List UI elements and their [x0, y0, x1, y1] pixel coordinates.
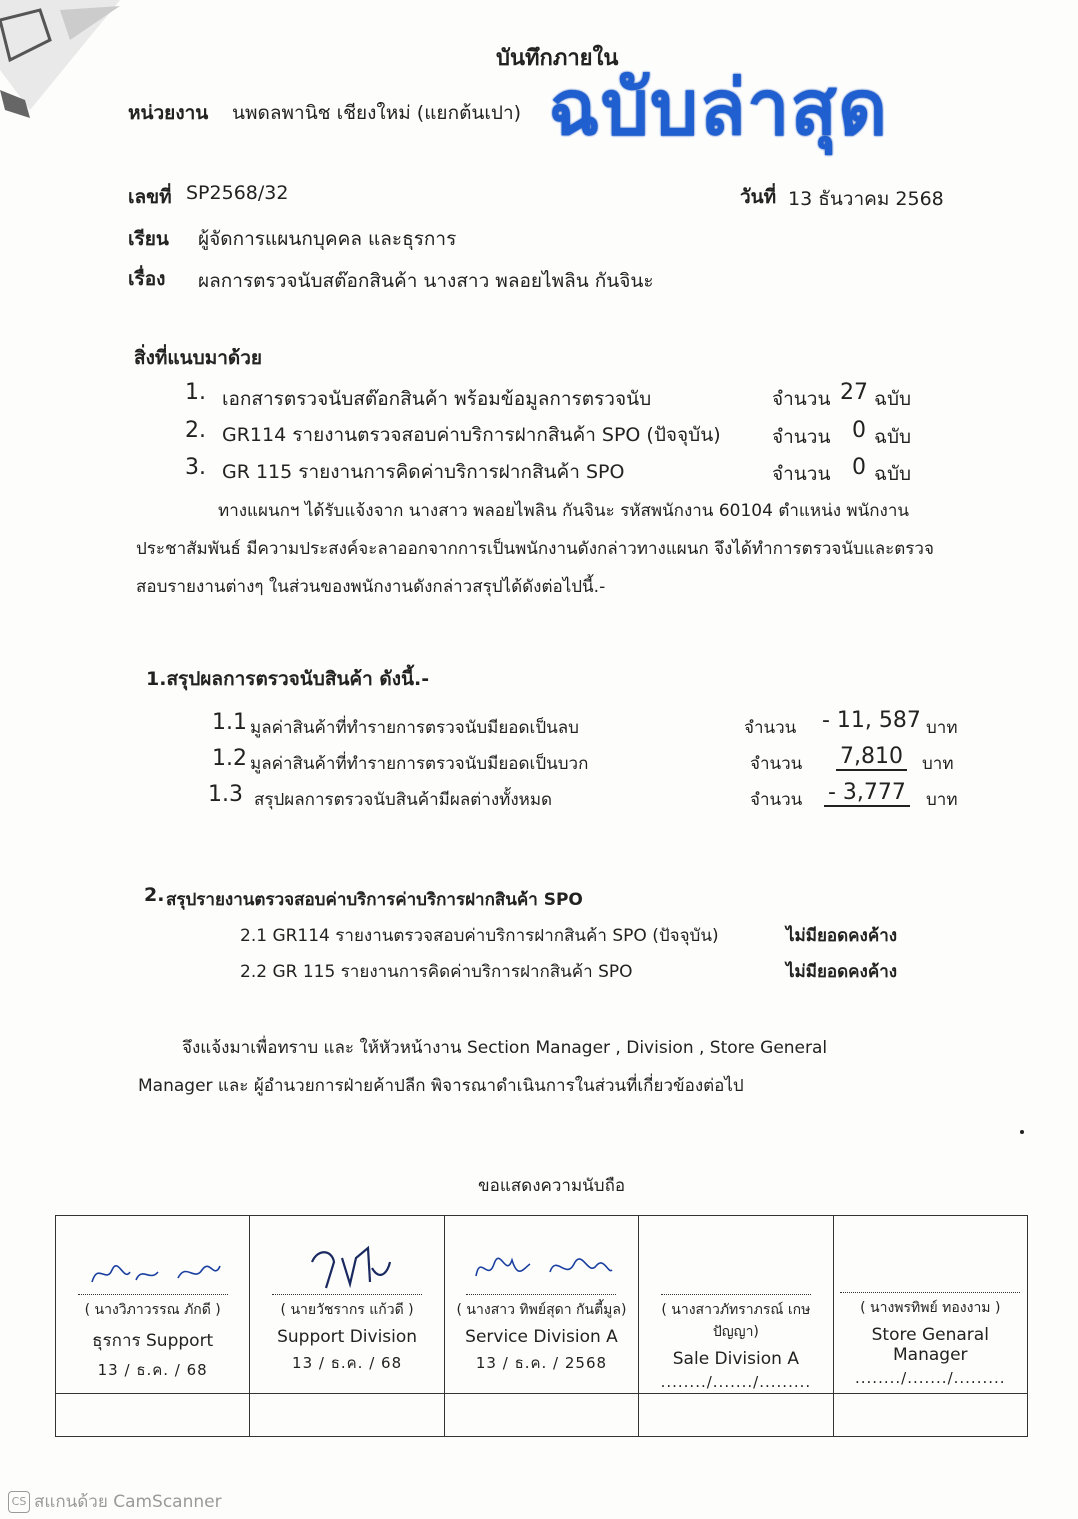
- row-number: 1.1: [212, 710, 247, 735]
- attachment-qty: 0: [852, 455, 866, 480]
- unit-value: นพดลพานิช เชียงใหม่ (แยกต้นเปา): [232, 102, 522, 124]
- subject-label: เรื่อง: [128, 268, 166, 290]
- speck: [1020, 1130, 1024, 1134]
- empty-cell: [250, 1394, 444, 1437]
- qty-unit: ฉบับ: [874, 388, 912, 410]
- attachment-number: 3.: [185, 455, 206, 480]
- signer-name: ( นางวิภาวรรณ ภักดี ): [84, 1302, 221, 1318]
- empty-cell: [444, 1394, 638, 1437]
- body-line-1: ทางแผนกฯ ได้รับแจ้งจาก นางสาว พลอยไพลิน กันจินะ รหัสพนักงาน 60104 ตำแหน่ง พนักงาน: [218, 501, 909, 521]
- signature-cell: [639, 1216, 833, 1394]
- unit-label: หน่วยงาน: [128, 102, 209, 124]
- section2-row-1-status: ไม่มียอดคงค้าง: [786, 926, 898, 946]
- signer-name: ( นางสาว ทิพย์สุดา กันตี้มูล): [456, 1302, 627, 1318]
- section2-row-2: 2.2 GR 115 รายงานการคิดค่าบริการฝากสินค้า SPO: [240, 962, 633, 982]
- signer-position: ธุรการ Support: [92, 1331, 214, 1351]
- qty-label: จำนวน: [744, 718, 797, 738]
- sign-date: 13 / ธ.ค. / 68: [97, 1361, 208, 1379]
- signature-line: [272, 1242, 422, 1295]
- qty-label: จำนวน: [772, 426, 831, 448]
- row-number: 1.3: [208, 782, 243, 807]
- attachment-number: 2.: [185, 418, 206, 443]
- signature-table: [55, 1215, 1028, 1437]
- camscanner-footer: [8, 1488, 222, 1515]
- section2-row-2-status: ไม่มียอดคงค้าง: [786, 962, 898, 982]
- row-text: สรุปผลการตรวจนับสินค้ามีผลต่างทั้งหมด: [254, 790, 553, 810]
- row-value: 7,810: [836, 744, 907, 771]
- date-label: วันที่: [740, 186, 777, 208]
- empty-cell: [56, 1394, 250, 1437]
- section1-heading: 1.สรุปผลการตรวจนับสินค้า ดังนี้.-: [146, 668, 430, 690]
- body-line-2: ประชาสัมพันธ์ มีความประสงค์จะลาออกจากการเป็นพนักงานดังกล่าวทางแผนก จึงได้ทำการตรวจนับและตรวจ: [136, 539, 934, 559]
- row-text: มูลค่าสินค้าที่ทำรายการตรวจนับมียอดเป็นลบ: [250, 718, 579, 738]
- row-value: - 11, 587: [822, 708, 921, 733]
- sign-date: ......../......./.........: [660, 1373, 812, 1391]
- subject-value: ผลการตรวจนับสต๊อกสินค้า นางสาว พลอยไพลิน กันจินะ: [198, 270, 654, 292]
- camscanner-logo-icon: CS: [8, 1491, 30, 1513]
- signer-position: Sale Division A: [672, 1349, 799, 1369]
- attachment-qty: 27: [840, 380, 868, 405]
- body-line-3: สอบรายงานต่างๆ ในส่วนของพนักงานดังกล่าวสรุปได้ดังต่อไปนี้.-: [136, 577, 606, 597]
- section2-heading-number: 2.: [144, 884, 165, 906]
- memo-title: บันทึกภายใน: [496, 46, 619, 71]
- qty-label: จำนวน: [772, 388, 831, 410]
- attachment-text: GR 115 รายงานการคิดค่าบริการฝากสินค้า SPO: [222, 461, 625, 483]
- signature-cell: [444, 1216, 638, 1394]
- qty-label: จำนวน: [750, 754, 803, 774]
- attachment-text: เอกสารตรวจนับสต๊อกสินค้า พร้อมข้อมูลการตรวจนับ: [222, 388, 652, 410]
- camscanner-text: สแกนด้วย CamScanner: [34, 1492, 222, 1512]
- sign-date: 13 / ธ.ค. / 2568: [475, 1354, 608, 1372]
- row-unit: บาท: [926, 718, 958, 738]
- handwritten-signature: [78, 1252, 228, 1294]
- to-value: ผู้จัดการแผนกบุคคล และธุรการ: [198, 228, 457, 250]
- doc-no-label: เลขที่: [128, 186, 172, 208]
- sign-date: ......../......./.........: [855, 1369, 1006, 1387]
- signature-line: [466, 1246, 616, 1295]
- attachment-text: GR114 รายงานตรวจสอบค่าบริการฝากสินค้า SPO (ปัจจุบัน): [222, 424, 721, 446]
- closing-line-1: จึงแจ้งมาเพื่อทราบ และ ให้หัวหน้างาน Section Manager , Division , Store General: [182, 1038, 828, 1058]
- attachment-qty: 0: [852, 418, 866, 443]
- row-value: - 3,777: [824, 780, 910, 807]
- signature-cell: [56, 1216, 250, 1394]
- signer-name: ( นางพรทิพย์ ทองงาม ): [860, 1300, 1001, 1316]
- qty-unit: ฉบับ: [874, 426, 912, 448]
- closing-line-2: Manager และ ผู้อำนวยการฝ่ายค้าปลีก พิจารณาดำเนินการในส่วนที่เกี่ยวข้องต่อไป: [138, 1076, 744, 1096]
- signature-line: [840, 1250, 1020, 1293]
- signature-line: [78, 1252, 228, 1295]
- signer-position: Store Genaral Manager: [871, 1325, 989, 1365]
- attachments-heading: สิ่งที่แนบมาด้วย: [134, 347, 263, 369]
- empty-cell: [833, 1394, 1027, 1437]
- qty-unit: ฉบับ: [874, 463, 912, 485]
- signature-cell: [833, 1216, 1027, 1394]
- row-unit: บาท: [926, 790, 958, 810]
- attachment-number: 1.: [185, 380, 206, 405]
- scan-corner-artifact: [0, 0, 140, 130]
- section2-heading: สรุปรายงานตรวจสอบค่าบริการค่าบริการฝากสินค้า SPO: [166, 890, 583, 910]
- latest-version-stamp: ฉบับล่าสุด: [548, 63, 889, 152]
- signer-name: ( นายวัชรากร แก้วดี ): [280, 1302, 414, 1318]
- regards: ขอแสดงความนับถือ: [478, 1176, 626, 1196]
- signer-position: Service Division A: [465, 1327, 618, 1347]
- signature-line: [661, 1252, 811, 1295]
- section2-row-1: 2.1 GR114 รายงานตรวจสอบค่าบริการฝากสินค้า SPO (ปัจจุบัน): [240, 926, 719, 946]
- signature-cell: [250, 1216, 444, 1394]
- to-label: เรียน: [128, 228, 169, 250]
- empty-cell: [639, 1394, 833, 1437]
- doc-no-value: SP2568/32: [186, 182, 289, 204]
- row-unit: บาท: [922, 754, 954, 774]
- signer-name: ( นางสาวภัทราภรณ์ เกษปัญญา): [661, 1302, 811, 1340]
- qty-label: จำนวน: [772, 463, 831, 485]
- signer-position: Support Division: [277, 1327, 418, 1347]
- sign-date: 13 / ธ.ค. / 68: [292, 1354, 403, 1372]
- row-text: มูลค่าสินค้าที่ทำรายการตรวจนับมียอดเป็นบวก: [250, 754, 589, 774]
- date-value: 13 ธันวาคม 2568: [788, 188, 944, 210]
- handwritten-signature: [272, 1242, 422, 1294]
- row-number: 1.2: [212, 746, 247, 771]
- handwritten-signature: [466, 1246, 616, 1294]
- qty-label: จำนวน: [750, 790, 803, 810]
